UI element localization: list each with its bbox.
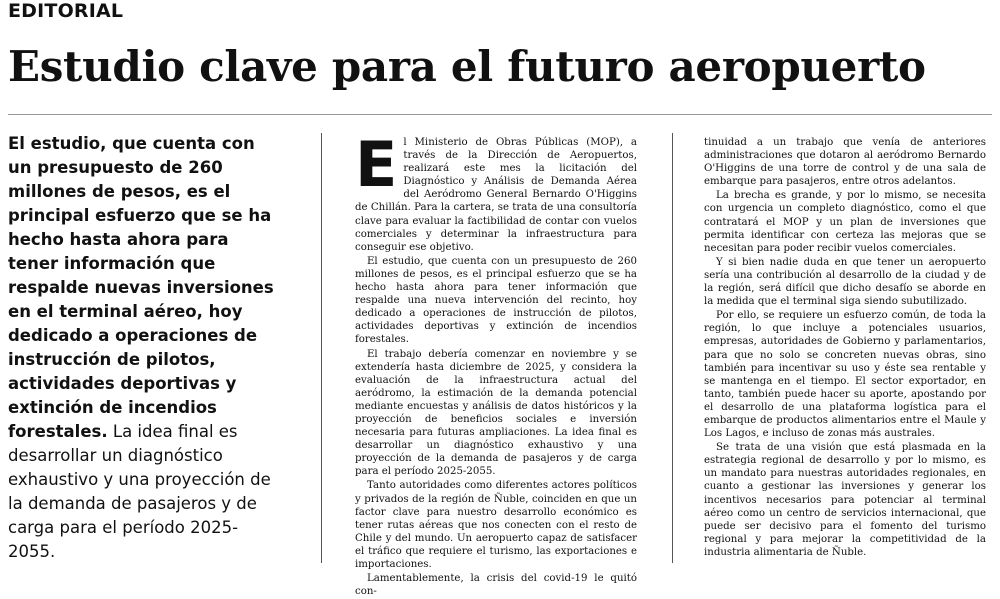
section-label: EDITORIAL [8, 0, 124, 22]
article-paragraph: La brecha es grande, y por lo mismo, se necesita con urgencia un completo diagnóstico, como el que contratará el MOP y un plan de inversiones que permita identificar con certeza las mejoras que se necesitan para poder recibir vuelos comerciales. [704, 190, 986, 254]
article-paragraph: Tanto autoridades como diferentes actores políticos y privados de la región de Ñuble, coinciden en que un factor clave para nuestro desarrollo económico es tener rutas aéreas que nos conecten con el resto de Chile y del mundo. Un aeropuerto capaz de satisfacer el tráfico que requiere el turismo, las exportaciones e importaciones. [355, 480, 637, 570]
summary-lead: El estudio, que cuenta con un presupuesto de 260 millones de pesos, es el principal esfuerzo que se ha hecho hasta ahora para tener información que respalde nuevas inversiones en el terminal aéreo, hoy dedicado a operaciones de instrucción de pilotos, actividades deportivas y extinción de incendios forestales. [8, 134, 274, 441]
article-paragraph: Y si bien nadie duda en que tener un aeropuerto sería una contribución al desarrollo de la ciudad y de la región, será difícil que dicho desafío se aborde en la medida que el terminal siga siendo subutilizado. [704, 256, 986, 308]
column-divider-left [321, 133, 322, 563]
article-paragraph: Lamentablemente, la crisis del covid-19 le quitó con- [355, 573, 637, 598]
summary-rest: La idea final es desarrollar un diagnóstico exhaustivo y una proyección de la demanda de pasajeros y de carga para el período 2025-2055. [8, 422, 271, 561]
drop-cap: E [355, 128, 398, 201]
headline: Estudio clave para el futuro aeropuerto [8, 42, 926, 91]
article-paragraph: El estudio, que cuenta con un presupuesto de 260 millones de pesos, es el principal esfuerzo que se ha hecho hasta ahora para tener información que respalde una nueva intervención del recinto, hoy dedicado a operaciones de instrucción de pilotos, actividades deportivas y extinción de incendios forestales. [355, 255, 637, 346]
article-paragraph: El trabajo debería comenzar en noviembre y se extendería hasta diciembre de 2025, y considera la evaluación de la infraestructura actual del aeródromo, la estimación de la demanda potencial mediante encuestas y análisis de datos históricos y la proyección de beneficios sociales e inversión necesaria para futuras ampliaciones. La idea final es desarrollar un diagnóstico exhaustivo y una proyección de la demanda de pasajeros y de carga para el período 2025-2055. [355, 348, 637, 478]
article-paragraph: tinuidad a un trabajo que venía de anteriores administraciones que dotaron al aeródromo Bernardo O'Higgins de una torre de control y de una sala de embarque para pasajeros, entre otros adelantos. [704, 137, 986, 188]
paragraph-text: l Ministerio de Obras Públicas (MOP), a través de la Dirección de Aeropuertos, realizará este mes la licitación del Diagnóstico y Análisis de Demanda Aérea del Aeródromo General Bernardo O'Higgins de Chillán. Para la cartera, se trata de una consultoría clave para evaluar la factibilidad de contar con vuelos comerciales y determinar la infraestructura para conseguir ese objetivo. [355, 137, 637, 253]
column-divider-right [672, 133, 673, 563]
article-column-1 [355, 128, 637, 599]
summary-block [8, 132, 278, 564]
header-divider [8, 114, 992, 115]
article-paragraph: Se trata de una visión que está plasmada en la estrategia regional de desarrollo y por lo mismo, es un mandato para nuestras autoridades regionales, en cuanto a gestionar las inversiones y generar los incentivos necesarios para potenciar al terminal aéreo como un centro de servicios internacional, que puede ser decisivo para el fomento del turismo regional y para mejorar la competitividad de la industria alimentaria de Ñuble. [704, 442, 986, 558]
article-paragraph [355, 128, 637, 254]
article-paragraph: Por ello, se requiere un esfuerzo común, de toda la región, lo que incluye a potenciales usuarios, empresas, autoridades de Gobierno y parlamentarios, para que no solo se concreten nuevas obras, sino también para incentivar su uso y éste sea rentable y se mantenga en el tiempo. El sector exportador, en tanto, también puede hacer su aporte, apostando por el desarrollo de una plataforma logística para el embarque de productos alimentarios entre el Maule y Los Lagos, e incluso de zonas más australes. [704, 310, 986, 440]
article-column-2 [704, 136, 986, 560]
